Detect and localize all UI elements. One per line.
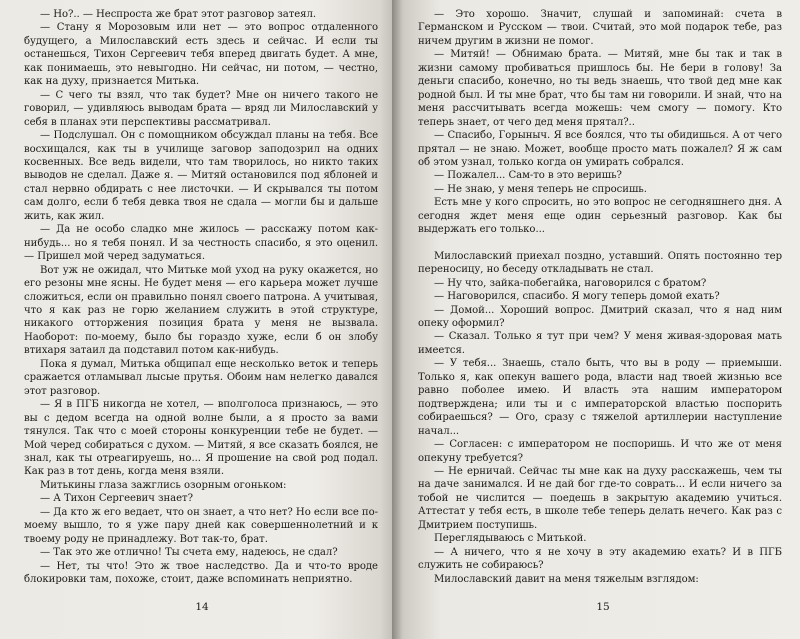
paragraph: — Согласен: с императором не поспоришь. И что же от меня опекуну требуется? bbox=[418, 439, 782, 464]
paragraph: — Стану я Морозовым или нет — это вопрос отдаленного будущего, а Милославский есть здесь и сейчас. И если ты останешься, Тихон Сергеевич тебя вперед двигать будет. А мне, как понимаешь, это невыгодно. Ни сейчас, ни потом, — честно, как на духу, признается Митька. bbox=[24, 22, 378, 88]
paragraph: — С чего ты взял, что так будет? Мне он ничего такого не говорил, — удивляюсь выводам брата — вряд ли Милославский у себя в планах эти перспективы рассматривал. bbox=[24, 89, 378, 128]
page-number: 15 bbox=[596, 601, 610, 613]
paragraph: — Да не особо сладко мне жилось — расскажу потом как-нибудь... но я тебя понял. И за честность спасибо, я это оценил. — Пришел мой черед задуматься. bbox=[24, 224, 378, 263]
paragraph: — Да кто ж его ведает, что он знает, а что нет? Но если все по-моему вышло, то я уже пару дней как совершеннолетний и к твоему роду не принадлежу. Вот так-то, брат. bbox=[24, 506, 378, 545]
paragraph: — А Тихон Сергеевич знает? bbox=[40, 493, 193, 505]
paragraph: Вот уж не ожидал, что Митьке мой уход на руку окажется, но его резоны мне ясны. Не будет меня — его карьера может лучше сложиться, если он правильно понял своего патрона. А учитывая, что я как раз не горю желанием служить в этой структуре, никакого отторжения позиция брата у меня не вызвала. Наоборот: по-моему, было бы гораздо хуже, если б он злобу втихаря затаил да подставил потом как-нибудь. bbox=[24, 264, 378, 357]
paragraph: — Это хорошо. Значит, слушай и запоминай: счета в Германском и Русском — твои. Считай, это мой подарок тебе, раз ничем другим в жизни не помог. bbox=[418, 9, 782, 47]
paragraph: — У тебя... Знаешь, стало быть, что вы в роду — приемыши. Только я, как опекун вашего рода, власти над твоей жизнью все равно поболее имею. И власть эта нашим императором подтверждена; или ты и с императорской властью поспорить собираешься? — Ого, сразу с тяжелой артиллерии наступление начал... bbox=[418, 358, 782, 437]
paragraph: — Наговорился, спасибо. Я могу теперь домой ехать? bbox=[434, 291, 720, 303]
paragraph: Есть мне у кого спросить, но это вопрос не сегодняшнего дня. А сегодня ждет меня еще один серьезный разговор. Как бы выдержать его только... bbox=[418, 197, 782, 236]
paragraph: — Я в ПГБ никогда не хотел, — вполголоса признаюсь, — это вы с дедом всегда на одной волне были, а я просто за вами тянулся. Так что с моей стороны конкуренции тебе не будет. — Мой черед собираться с духом. — Митяй, я все сказать боялся, не знал, как ты отреагируешь, но... Я прошение на свой род подал. Как раз в тот день, когда меня взяли. bbox=[24, 399, 378, 478]
paragraph: — Нет, ты что! Это ж твое наследство. Да и что-то вроде блокировки там, похоже, стоит, даже вспоминать неприятно. bbox=[24, 560, 378, 586]
paragraph: — Но?.. — Неспроста же брат этот разговор затеял. bbox=[40, 9, 317, 20]
paragraph: — Ну что, зайка-побегайка, наговорился с братом? bbox=[434, 277, 707, 289]
paragraph: — Домой... Хороший вопрос. Дмитрий сказал, что я над ним опеку оформил? bbox=[418, 304, 782, 329]
right-page-text bbox=[418, 8, 782, 586]
left-page bbox=[0, 0, 392, 639]
page-number: 14 bbox=[195, 601, 209, 613]
paragraph: Пока я думал, Митька общипал еще несколько веток и теперь сражается отламывал лысые прутья. Обоим нам нелегко давался этот разговор. bbox=[24, 358, 378, 397]
paragraph: — Спасибо, Горыныч. Я все боялся, что ты обидишься. А от чего прятал — не знаю. Может, вообще просто мать пожалел? Я ж сам об этом узнал, только когда он умирать собрался. bbox=[418, 130, 782, 168]
paragraph: — Митяй! — Обнимаю брата. — Митяй, мне бы так и так в жизни самому пробиваться пришлось бы. Не бери в голову! За деньги спасибо, конечно, но ты ведь знаешь, что твой дед мне как родной был. И ты мне брат, что бы там ни говорили. И знай, что на меня рассчитывать всегда можешь: чем смогу — помогу. Кто теперь знает, от чего дед меня прятал?.. bbox=[418, 49, 782, 128]
paragraph: Милославский давит на меня тяжелым взглядом: bbox=[434, 573, 699, 585]
paragraph: — Не знаю, у меня теперь не спросишь. bbox=[434, 183, 647, 195]
paragraph: Митькины глаза зажглись озорным огоньком: bbox=[40, 479, 287, 491]
paragraph: Милославский приехал поздно, уставший. Опять постоянно тер переносицу, но беседу откладывать не стал. bbox=[418, 250, 782, 276]
right-page bbox=[392, 0, 800, 639]
paragraph: — Подслушал. Он с помощником обсуждал планы на тебя. Все восхищался, как ты в училище заговор заподозрил на одних косвенных. Все ведь видели, что там творилось, но никто таких выводов не сделал. Даже я. — Митяй остановился под яблоней и стал нервно обдирать с нее листочки. — И скрывался ты потом сам долго, если б тебя девка твоя не сдала — могли бы и дальше жить, как жил. bbox=[24, 130, 378, 222]
left-page-text bbox=[24, 8, 378, 586]
paragraph: — Так это же отлично! Ты счета ему, надеюсь, не сдал? bbox=[40, 547, 338, 559]
paragraph: — А ничего, что я не хочу в эту академию ехать? И в ПГБ служить не собираюсь? bbox=[418, 546, 782, 572]
paragraph: Переглядываюсь с Митькой. bbox=[434, 533, 587, 545]
paragraph: — Пожалел... Сам-то в это веришь? bbox=[434, 170, 622, 182]
paragraph: — Сказал. Только я тут при чем? У меня живая-здоровая мать имеется. bbox=[418, 331, 782, 356]
paragraph: — Не ерничай. Сейчас ты мне как на духу расскажешь, чем ты на даче занимался. И не дай бог где-то соврать... И если ничего за тобой не числится — поедешь в закрытую академию учиться. Аттестат у тебя есть, в школе тебе теперь делать нечего. Как раз с Дмитрием поступишь. bbox=[418, 465, 782, 531]
